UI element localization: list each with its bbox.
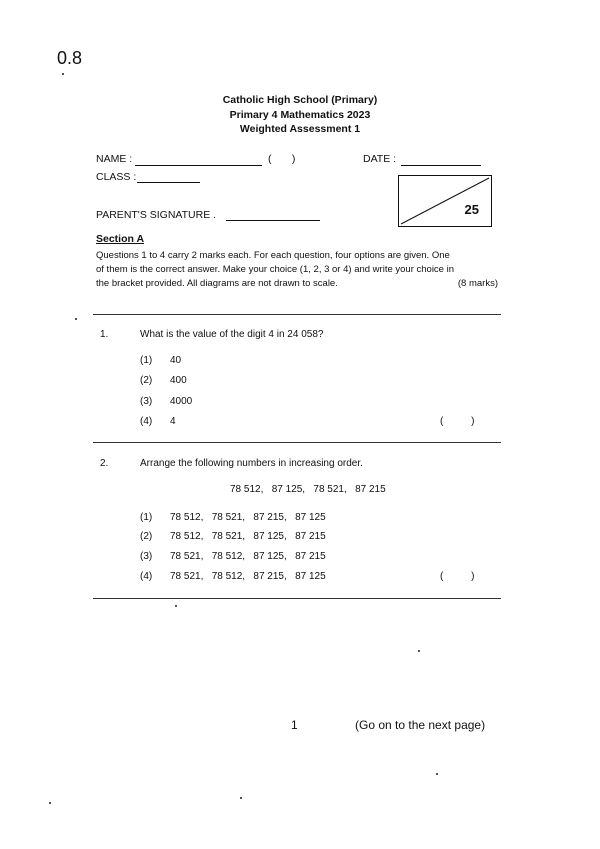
class-field[interactable]: [137, 182, 200, 183]
parent-signature-label: PARENT'S SIGNATURE .: [96, 209, 217, 221]
scan-speck: [75, 318, 77, 320]
school-name: Catholic High School (Primary): [222, 94, 378, 106]
option-label: (1): [140, 512, 153, 523]
option-label: (3): [140, 551, 153, 562]
instructions-line-1: Questions 1 to 4 carry 2 marks each. For each question, four options are given. One: [96, 250, 450, 261]
option-value: 78 521, 78 512, 87 215, 87 125: [170, 571, 326, 582]
corner-note: 0.8: [57, 48, 83, 68]
continue-note: (Go on to the next page): [355, 718, 486, 732]
option-value: 78 512, 78 521, 87 125, 87 215: [170, 531, 326, 542]
name-field[interactable]: [135, 165, 262, 166]
scan-speck: [62, 73, 64, 75]
subject-title: Primary 4 Mathematics 2023: [229, 109, 371, 121]
option-label: (2): [140, 375, 153, 386]
option-value: 400: [170, 375, 187, 386]
section-instructions: [96, 249, 506, 291]
assessment-title: Weighted Assessment 1: [239, 123, 361, 135]
option-label: (1): [140, 355, 153, 366]
date-label: DATE :: [363, 153, 397, 165]
divider: [93, 598, 501, 599]
question-text: What is the value of the digit 4 in 24 058?: [140, 329, 324, 340]
instructions-line-3: the bracket provided. All diagrams are not drawn to scale.: [96, 278, 338, 289]
option-label: (4): [140, 416, 153, 427]
answer-bracket[interactable]: ( ): [440, 416, 475, 427]
register-number-bracket: ( ): [268, 153, 296, 165]
class-label: CLASS :: [96, 171, 137, 183]
scan-speck: [175, 605, 177, 607]
given-numbers: 78 512, 87 125, 78 521, 87 215: [230, 484, 386, 495]
option-value: 4000: [170, 396, 193, 407]
option-value: 40: [170, 355, 182, 366]
date-field[interactable]: [401, 165, 481, 166]
answer-bracket[interactable]: ( ): [440, 571, 475, 582]
option-label: (4): [140, 571, 153, 582]
option-value: 78 521, 78 512, 87 125, 87 215: [170, 551, 326, 562]
question-number: 1.: [100, 329, 109, 340]
score-total: 25: [464, 202, 479, 217]
parent-signature-field[interactable]: [226, 220, 320, 221]
section-marks: (8 marks): [457, 278, 498, 289]
divider: [93, 314, 501, 315]
option-label: (2): [140, 531, 153, 542]
question-number: 2.: [100, 458, 109, 469]
option-label: (3): [140, 396, 153, 407]
scan-speck: [436, 773, 438, 775]
score-diagonal: [399, 176, 491, 226]
section-title: Section A: [96, 233, 145, 245]
divider: [93, 442, 501, 443]
scan-speck: [240, 797, 242, 799]
name-label: NAME :: [96, 153, 133, 165]
score-box: [398, 175, 492, 227]
question-text: Arrange the following numbers in increasing order.: [140, 458, 363, 469]
option-value: 78 512, 78 521, 87 215, 87 125: [170, 512, 326, 523]
page-number: 1: [291, 718, 298, 732]
instructions-line-2: of them is the correct answer. Make your choice (1, 2, 3 or 4) and write your choice in: [96, 264, 454, 275]
scan-speck: [49, 802, 51, 804]
option-value: 4: [170, 416, 176, 427]
scan-speck: [418, 650, 420, 652]
